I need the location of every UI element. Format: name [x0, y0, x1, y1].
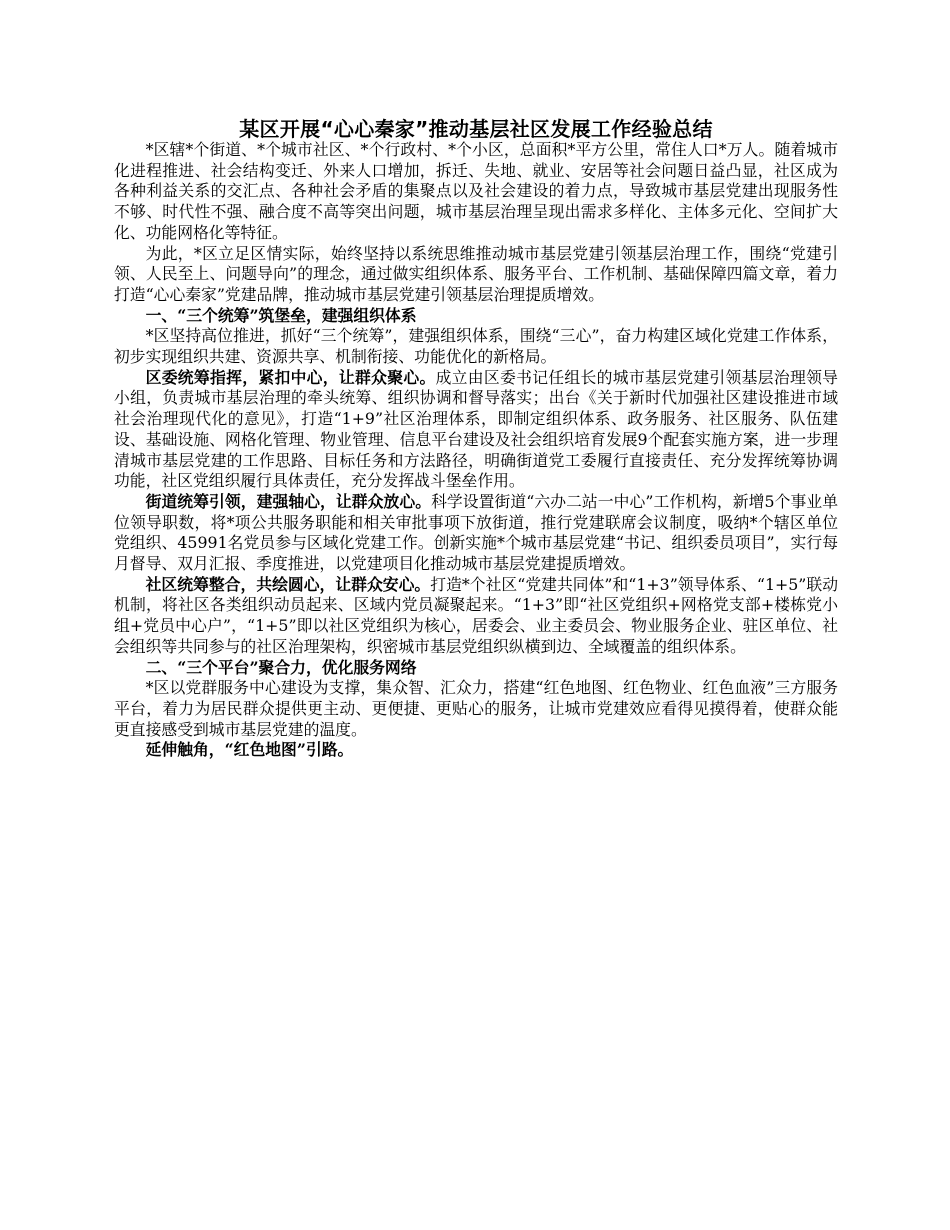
section-2-intro: *区以党群服务中心建设为支撑，集众智、汇众力，搭建“红色地图、红色物业、红色血液”三方服务平台，着力为居民群众提供更主动、更便捷、更贴心的服务，让城市党建效应看得见摸得着，使群众能更直接感受到城市基层党建的温度。: [114, 678, 838, 739]
document-title: 某区开展“心心秦家”推动基层社区发展工作经验总结: [239, 117, 713, 141]
section-1-item-2-text: 科学设置街道“六办二站一中心”工作机构，新增5个事业单位领导职数，将*项公共服务职能和相关审批事项下放街道，推行党建联席会议制度，吸纳*个辖区单位党组织、45991名党员参与区域化党建工作。创新实施*个城市基层党建“书记、组织委员项目”，实行每月督导、双月汇报、季度推进，以党建项目化推动城市基层党建提质增效。: [114, 491, 838, 574]
section-1-heading: 一、“三个统筹”筑堡垒，建强组织体系: [145, 305, 417, 325]
section-1-item-2: [114, 492, 838, 575]
section-1-item-1-lead: 区委统筹指挥，紧扣中心，让群众聚心。: [145, 367, 436, 387]
section-1-item-3: [114, 575, 838, 658]
section-1-item-1-text: 成立由区委书记任组长的城市基层党建引领基层治理领导小组，负责城市基层治理的牵头统筹、组织协调和督导落实；出台《关于新时代加强社区建设推进市域社会治理现代化的意见》，打造“1+9”社区治理体系，即制定组织体系、政务服务、社区服务、队伍建设、基础设施、网格化管理、物业管理、信息平台建设及社会组织培育发展9个配套实施方案，进一步理清城市基层党建的工作思路、目标任务和方法路径，明确街道党工委履行直接责任、充分发挥统筹协调功能，社区党组织履行具体责任，充分发挥战斗堡垒作用。: [114, 367, 838, 491]
section-1-item-3-lead: 社区统筹整合，共绘圆心，让群众安心。: [145, 574, 431, 594]
section-1-item-2-lead: 街道统筹引领，建强轴心，让群众放心。: [145, 491, 432, 511]
section-1-intro: *区坚持高位推进，抓好“三个统筹”，建强组织体系，围绕“三心”，奋力构建区域化党建工作体系，初步实现组织共建、资源共享、机制衔接、功能优化的新格局。: [114, 326, 838, 367]
intro-paragraph-2: 为此，*区立足区情实际，始终坚持以系统思维推动城市基层党建引领基层治理工作，围绕“党建引领、人民至上、问题导向”的理念，通过做实组织体系、服务平台、工作机制、基础保障四篇文章，着力打造“心心秦家”党建品牌，推动城市基层党建引领基层治理提质增效。: [114, 243, 838, 304]
section-1-item-1: [114, 368, 838, 492]
section-2-heading: 二、“三个平台”聚合力，优化服务网络: [145, 657, 417, 677]
document-page: [114, 118, 838, 761]
section-1-item-3-text: 打造*个社区“党建共同体”和“1+3”领导体系、“1+5”联动机制，将社区各类组织动员起来、区域内党员凝聚起来。“1+3”即“社区党组织+网格党支部+楼栋党小组+党员中心户”，“1+5”即以社区党组织为核心，居委会、业主委员会、物业服务企业、驻区单位、社会组织等共同参与的社区治理架构，织密城市基层党组织纵横到边、全域覆盖的组织体系。: [114, 574, 838, 656]
intro-paragraph-1: *区辖*个街道、*个城市社区、*个行政村、*个小区，总面积*平方公里，常住人口*万人。随着城市化进程推进、社会结构变迁、外来人口增加，拆迁、失地、就业、安居等社会问题日益凸显，社区成为各种利益关系的交汇点、各种社会矛盾的集聚点以及社会建设的着力点，导致城市基层党建出现服务性不够、时代性不强、融合度不高等突出问题，城市基层治理呈现出需求多样化、主体多元化、空间扩大化、功能网格化等特征。: [114, 140, 838, 242]
section-2-subheading: 延伸触角，“红色地图”引路。: [145, 740, 354, 760]
